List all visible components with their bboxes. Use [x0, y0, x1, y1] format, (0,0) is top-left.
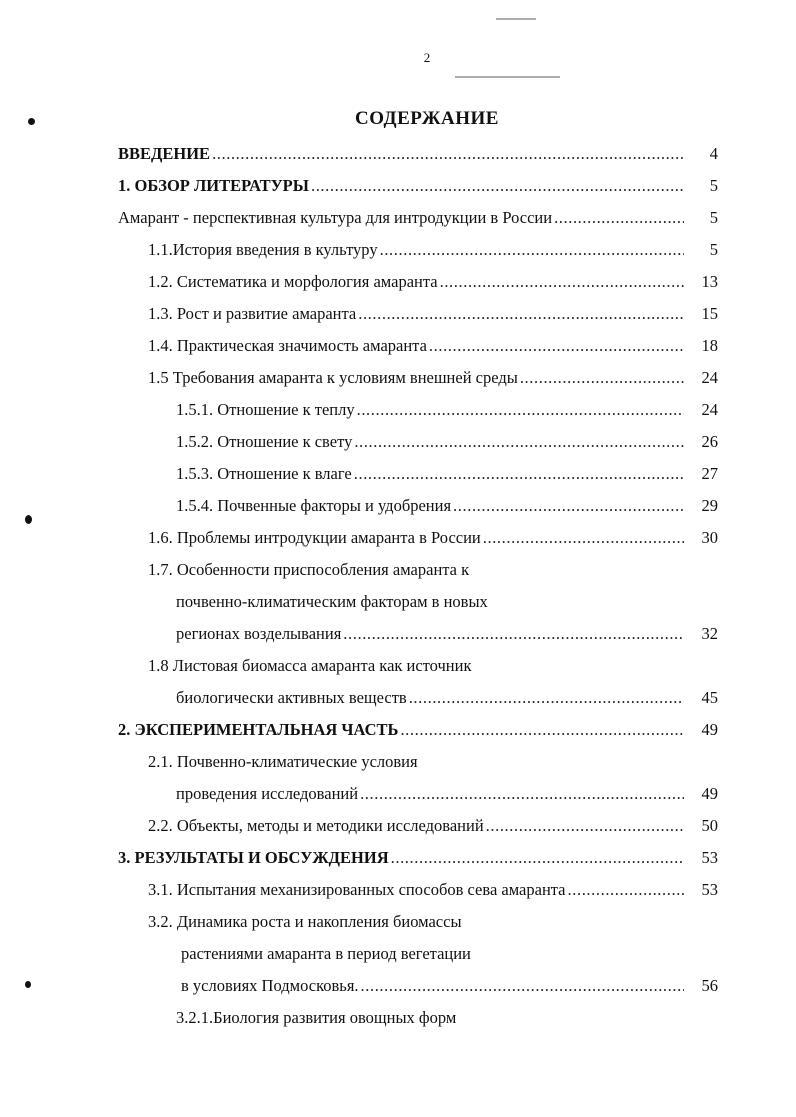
scan-speck [25, 515, 32, 524]
toc-entry-text: 3. РЕЗУЛЬТАТЫ И ОБСУЖДЕНИЯ [118, 848, 389, 867]
toc-entry-text: 1.5 Требования амаранта к условиям внешней среды [148, 368, 518, 387]
toc-page-number: 53 [701, 880, 718, 899]
dot-leader [360, 782, 684, 806]
toc-entry-1-7-line-2: почвенно-климатическим факторам в новых [176, 592, 488, 611]
dot-leader [354, 430, 684, 454]
toc-entry-1-8-line-1: 1.8 Листовая биомасса амаранта как источник [148, 656, 472, 675]
toc-entry-3-2-line-2: растениями амаранта в период вегетации [181, 944, 471, 963]
toc-entry-2-2[interactable] [148, 814, 686, 838]
toc-page-number: 56 [701, 976, 718, 995]
toc-entry-text: 2.2. Объекты, методы и методики исследований [148, 816, 484, 835]
toc-page-number: 45 [701, 688, 718, 707]
scan-speck [25, 981, 31, 988]
dot-leader [357, 398, 684, 422]
toc-entry-1-5-4[interactable] [176, 494, 686, 518]
dot-leader [380, 238, 684, 262]
dot-leader [358, 302, 684, 326]
dot-leader [354, 462, 684, 486]
toc-entry-introduction[interactable] [118, 142, 686, 166]
dot-leader [391, 846, 684, 870]
toc-entry-3-2-line-1: 3.2. Динамика роста и накопления биомассы [148, 912, 462, 931]
toc-page-number: 18 [701, 336, 718, 355]
dot-leader [212, 142, 684, 166]
toc-entry-text: 1. ОБЗОР ЛИТЕРАТУРЫ [118, 176, 309, 195]
toc-entry-1-3[interactable] [148, 302, 686, 326]
dot-leader [520, 366, 684, 390]
toc-entry-2-1[interactable] [176, 782, 686, 806]
toc-page-number: 5 [709, 176, 718, 195]
dot-leader [429, 334, 684, 358]
toc-entry-text: 1.3. Рост и развитие амаранта [148, 304, 357, 323]
dot-leader [483, 526, 684, 550]
toc-entry-text: 1.6. Проблемы интродукции амаранта в России [148, 528, 481, 547]
toc-page-number: 49 [701, 720, 718, 739]
toc-page-number: 32 [701, 624, 718, 643]
toc-entry-text: ВВЕДЕНИЕ [118, 144, 211, 163]
dot-leader [361, 974, 684, 998]
toc-page-number: 13 [701, 272, 718, 291]
toc-page-number: 24 [701, 400, 718, 419]
toc-entry-text: проведения исследований [176, 784, 359, 803]
toc-entry-1-5-1[interactable] [176, 398, 686, 422]
dot-leader [400, 718, 684, 742]
dot-leader [409, 686, 684, 710]
dot-leader [453, 494, 684, 518]
scan-mark [496, 18, 536, 20]
toc-page-number: 24 [701, 368, 718, 387]
dot-leader [554, 206, 684, 230]
toc-entry-text: 1.5.1. Отношение к теплу [176, 400, 355, 419]
toc-entry-3-2[interactable] [181, 974, 686, 998]
dot-leader [568, 878, 684, 902]
toc-entry-text: Амарант - перспективная культура для интродукции в России [118, 208, 553, 227]
scan-mark [455, 76, 560, 78]
toc-page-number: 30 [701, 528, 718, 547]
toc-entry-1-7[interactable] [176, 622, 686, 646]
toc-entry-1-1[interactable] [148, 238, 686, 262]
toc-entry-2-1-line-1: 2.1. Почвенно-климатические условия [148, 752, 418, 771]
toc-entry-text: 1.1.История введения в культуру [148, 240, 378, 259]
toc-title: СОДЕРЖАНИЕ [355, 108, 499, 129]
toc-page-number: 4 [709, 144, 718, 163]
page-number: 2 [423, 50, 431, 65]
toc-page-number: 5 [709, 208, 718, 227]
toc-entry-1-8[interactable] [176, 686, 686, 710]
toc-page-number: 49 [701, 784, 718, 803]
toc-entry-1-5[interactable] [148, 366, 686, 390]
toc-entry-3-1[interactable] [148, 878, 686, 902]
toc-page-number: 50 [701, 816, 718, 835]
toc-entry-text: 2. ЭКСПЕРИМЕНТАЛЬНАЯ ЧАСТЬ [118, 720, 399, 739]
dot-leader [486, 814, 684, 838]
toc-page-number: 15 [701, 304, 718, 323]
toc-entry-literature-review[interactable] [118, 174, 686, 198]
toc-page-number: 5 [709, 240, 718, 259]
toc-page-number: 53 [701, 848, 718, 867]
toc-entry-text: 1.5.3. Отношение к влаге [176, 464, 352, 483]
toc-entry-text: 1.2. Систематика и морфология амаранта [148, 272, 438, 291]
toc-page-number: 27 [701, 464, 718, 483]
toc-entry-amaranth-intro[interactable] [118, 206, 686, 230]
toc-entry-text: 1.5.2. Отношение к свету [176, 432, 353, 451]
dot-leader [343, 622, 684, 646]
toc-page-number: 26 [701, 432, 718, 451]
scan-speck [28, 118, 35, 125]
toc-entry-results[interactable] [118, 846, 686, 870]
toc-entry-experimental[interactable] [118, 718, 686, 742]
toc-entry-text: биологически активных веществ [176, 688, 407, 707]
toc-entry-text: регионах возделывания [176, 624, 342, 643]
toc-entry-text: 3.1. Испытания механизированных способов сева амаранта [148, 880, 566, 899]
toc-entry-1-7-line-1: 1.7. Особенности приспособления амаранта к [148, 560, 470, 579]
toc-entry-1-5-2[interactable] [176, 430, 686, 454]
toc-entry-1-2[interactable] [148, 270, 686, 294]
dot-leader [440, 270, 684, 294]
toc-page-number: 29 [701, 496, 718, 515]
dot-leader [311, 174, 684, 198]
toc-entry-1-4[interactable] [148, 334, 686, 358]
toc-entry-text: 1.4. Практическая значимость амаранта [148, 336, 427, 355]
toc-entry-1-6[interactable] [148, 526, 686, 550]
toc-entry-1-5-3[interactable] [176, 462, 686, 486]
toc-entry-text: в условиях Подмосковья. [181, 976, 359, 995]
toc-entry-3-2-1[interactable]: 3.2.1.Биология развития овощных форм [176, 1008, 457, 1027]
toc-entry-text: 1.5.4. Почвенные факторы и удобрения [176, 496, 452, 515]
